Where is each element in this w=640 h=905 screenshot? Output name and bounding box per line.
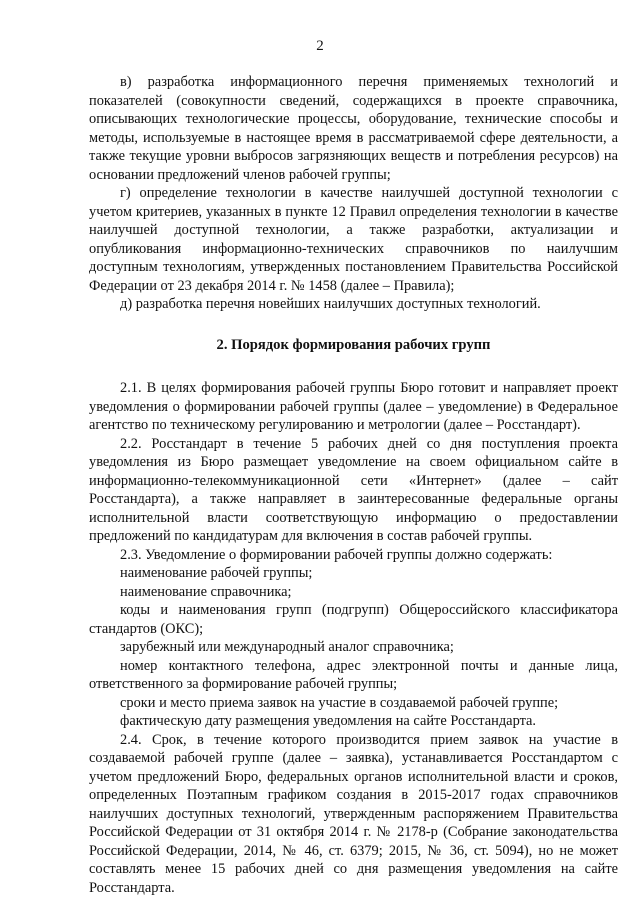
paragraph-2-4: 2.4. Срок, в течение которого производится прием заявок на участие в создаваемой рабочей группе (далее – заявка), устанавливается Росстандартом с учетом предложений Бюро, федеральных органов исполнительной власти и сроков, определенных Поэтапным графиком создания в 2015-2017 годах справочников наилучших доступных технологий, утвержденным распоряжением Правительства Российской Федерации от 31 октября 2014 г. № 2178-р (Собрание законодательства Российской Федерации, 2014, № 46, ст. 6379; 2015, № 36, ст. 5094), но не может составлять менее 15 рабочих дней со дня размещения уведомления на сайте Росстандарта. — [89, 731, 618, 896]
notice-item-application-terms: сроки и место приема заявок на участие в создаваемой рабочей группе; — [120, 694, 559, 711]
list-item-g: г) определение технологии в качестве наилучшей доступной технологии с учетом критериев, указанных в пункте 12 Правил определения технологии в качестве наилучшей доступной технологии, а также разработки, актуализации и опубликования информационно-технических справочников по наилучшим доступным технологиям, утвержденных постановлением Правительства Российской Федерации от 23 декабря 2014 г. № 1458 (далее – Правила); — [89, 185, 618, 294]
paragraph-2-2: 2.2. Росстандарт в течение 5 рабочих дней со дня поступления проекта уведомления из Бюро размещает уведомление на своем официальном сайте в информационно-телекоммуникационной сети «Интернет» (далее – сайт Росстандарта), а также направляет в заинтересованные федеральные органы исполнительной власти соответствующую информацию о предоставлении предложений по кандидатурам для включения в состав рабочей группы. — [89, 435, 618, 544]
page-number: 2 — [316, 38, 324, 54]
section-heading: 2. Порядок формирования рабочих групп — [216, 336, 491, 353]
document-body — [89, 73, 618, 897]
paragraph-2-3: 2.3. Уведомление о формировании рабочей группы должно содержать: — [120, 546, 553, 563]
notice-item-oks-codes: коды и наименования групп (подгрупп) Общероссийского классификатора стандартов (ОКС); — [89, 602, 618, 637]
notice-item-contacts: номер контактного телефона, адрес электронной почты и данные лица, ответственного за формирование рабочей группы; — [89, 657, 618, 692]
paragraph-2-1: 2.1. В целях формирования рабочей группы Бюро готовит и направляет проект уведомления о формировании рабочей группы (далее – уведомление) в Федеральное агентство по техническому регулированию и метрологии (далее – Росстандарт). — [89, 380, 618, 433]
notice-item-foreign-analog: зарубежный или международный аналог справочника; — [120, 639, 454, 655]
list-item-v: в) разработка информационного перечня применяемых технологий и показателей (совокупности сведений, содержащихся в проекте справочника, описывающих технологические процессы, оборудование, технические способы и методы, используемые в настоящее время в рассматриваемой сфере деятельности, а также текущие уровни выбросов загрязняющих веществ и потребления ресурсов) на основании предложений членов рабочей группы; — [89, 74, 618, 183]
notice-item-handbook-name: наименование справочника; — [120, 583, 292, 600]
notice-item-group-name: наименование рабочей группы; — [120, 565, 313, 581]
list-item-d: д) разработка перечня новейших наилучших доступных технологий. — [120, 296, 541, 312]
notice-item-publication-date: фактическую дату размещения уведомления на сайте Росстандарта. — [120, 713, 537, 729]
